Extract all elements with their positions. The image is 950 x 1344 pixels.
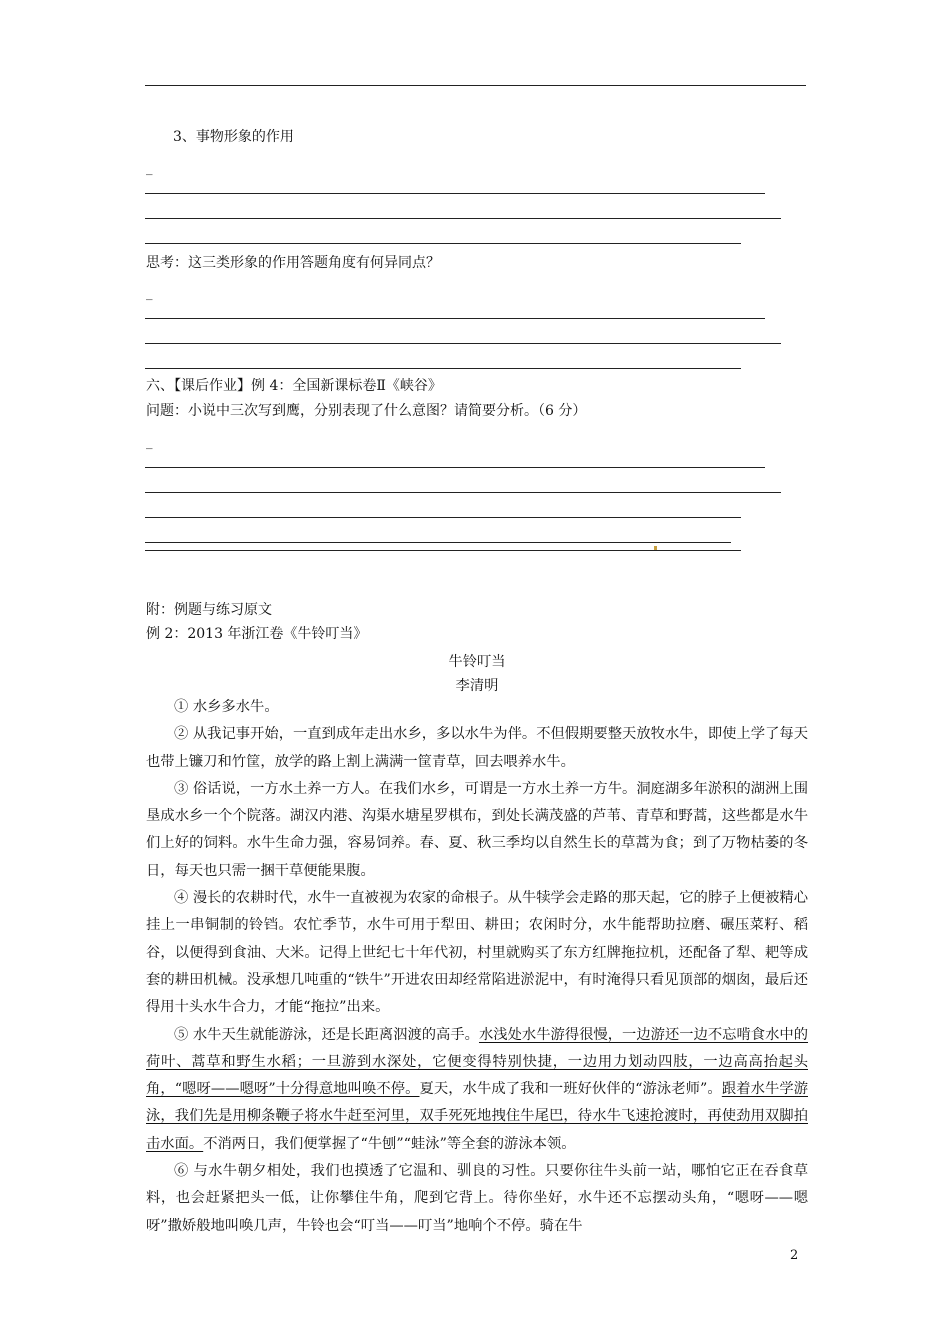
paragraph-5-text: 夏天，水牛成了我和一班好伙伴的“游泳老师”。 bbox=[419, 1081, 722, 1098]
appendix-label: 附：例题与练习原文 bbox=[146, 602, 272, 618]
top-divider bbox=[145, 85, 806, 86]
homework-question: 问题：小说中三次写到鹰，分别表现了什么意图？请简要分析。（6 分） bbox=[146, 403, 587, 419]
answer-line bbox=[145, 193, 765, 194]
answer-line bbox=[145, 517, 741, 518]
answer-line bbox=[145, 542, 731, 543]
answer-blank-marker: _ bbox=[146, 286, 153, 301]
paragraph-4: ④ 漫长的农耕时代，水牛一直被视为农家的命根子。从牛犊学会走路的那天起，它的脖子上便被精心挂上一串铜制的铃铛。农忙季节，水牛可用于犁田、耕田；农闲时分，水牛能帮助拉磨、碾压菜籽、稻谷，以便得到食油、大米。记得上世纪七十年代初，村里就购买了东方红牌拖拉机，还配备了犁、耙等成套的耕田机械。没承想几吨重的“铁牛”开进农田却经常陷进淤泥中，有时淹得只看见顶部的烟囱，最后还得用十头水牛合力，才能“拖拉”出来。 bbox=[146, 890, 808, 1016]
answer-line bbox=[145, 492, 781, 493]
paragraph-5-text: ⑤ 水牛天生就能游泳，还是长距离泅渡的高手。 bbox=[174, 1026, 479, 1043]
underlined-passage: 水浅处水牛游得很慢，一边游还一边不忘啃食水中的荷叶、蒿草和野生水稻；一旦游到水深处，它便变得特别快捷，一边用力划动四肢，一边高高抬起头角，“嗯呀——嗯呀”十分得意地叫唤不停。 bbox=[146, 1026, 809, 1098]
article-body bbox=[146, 694, 808, 1240]
answer-line bbox=[145, 467, 765, 468]
paragraph-2: ② 从我记事开始，一直到成年走出水乡，多以水牛为伴。不但假期要整天放牧水牛，即使上学了每天也带上镰刀和竹筐，放学的路上割上满满一筐青草，回去喂养水牛。 bbox=[146, 726, 808, 770]
thinking-question: 思考：这三类形象的作用答题角度有何异同点？ bbox=[146, 255, 440, 271]
article-author: 李清明 bbox=[455, 678, 499, 694]
paragraph-3: ③ 俗话说，一方水土养一方人。在我们水乡，可谓是一方水土养一方牛。洞庭湖多年淤积的湖洲上围垦成水乡一个个院落。湖汉内港、沟渠水塘星罗棋布，到处长满茂盛的芦苇、青草和野蒿，这些都是水牛们上好的饲料。水牛生命力强，容易饲养。春、夏、秋三季均以自然生长的草蒿为食；到了万物枯萎的冬日，每天也只需一捆干草便能果腹。 bbox=[146, 780, 808, 879]
stray-mark bbox=[654, 546, 657, 550]
answer-line bbox=[145, 218, 781, 219]
answer-line bbox=[145, 368, 741, 369]
paragraph-5 bbox=[146, 1022, 808, 1158]
answer-blank-marker: _ bbox=[146, 161, 153, 176]
paragraph-5-text: 不消两日，我们便掌握了“牛刨”“蛙泳”等全套的游泳本领。 bbox=[203, 1135, 576, 1152]
paragraph-1: ① 水乡多水牛。 bbox=[174, 699, 279, 715]
answer-line bbox=[145, 550, 741, 551]
appendix-example: 例 2：2013 年浙江卷《牛铃叮当》 bbox=[146, 626, 368, 642]
answer-blank-marker: _ bbox=[146, 435, 153, 450]
answer-line bbox=[145, 343, 781, 344]
answer-line bbox=[145, 318, 765, 319]
answer-line bbox=[145, 243, 741, 244]
section-3-heading: 3、事物形象的作用 bbox=[173, 129, 294, 145]
page-number: 2 bbox=[790, 1248, 799, 1263]
article-title: 牛铃叮当 bbox=[448, 654, 506, 670]
homework-heading: 六、【课后作业】例 4：全国新课标卷Ⅱ《峡谷》 bbox=[146, 378, 442, 394]
paragraph-6: ⑥ 与水牛朝夕相处，我们也摸透了它温和、驯良的习性。只要你往牛头前一站，哪怕它正在吞食草料，也会赶紧把头一低，让你攀住牛角，爬到它背上。待你坐好，水牛还不忘摆动头角，“嗯呀——嗯呀”撒娇般地叫唤几声，牛铃也会“叮当——叮当”地响个不停。骑在牛 bbox=[146, 1163, 808, 1234]
underlined-passage: 跟着水牛学游泳，我们先是用柳条鞭子将水牛赶至河里，双手死死地拽住牛尾巴，待水牛飞速抢渡时，再使劲用双脚拍击水面。 bbox=[146, 1081, 808, 1152]
